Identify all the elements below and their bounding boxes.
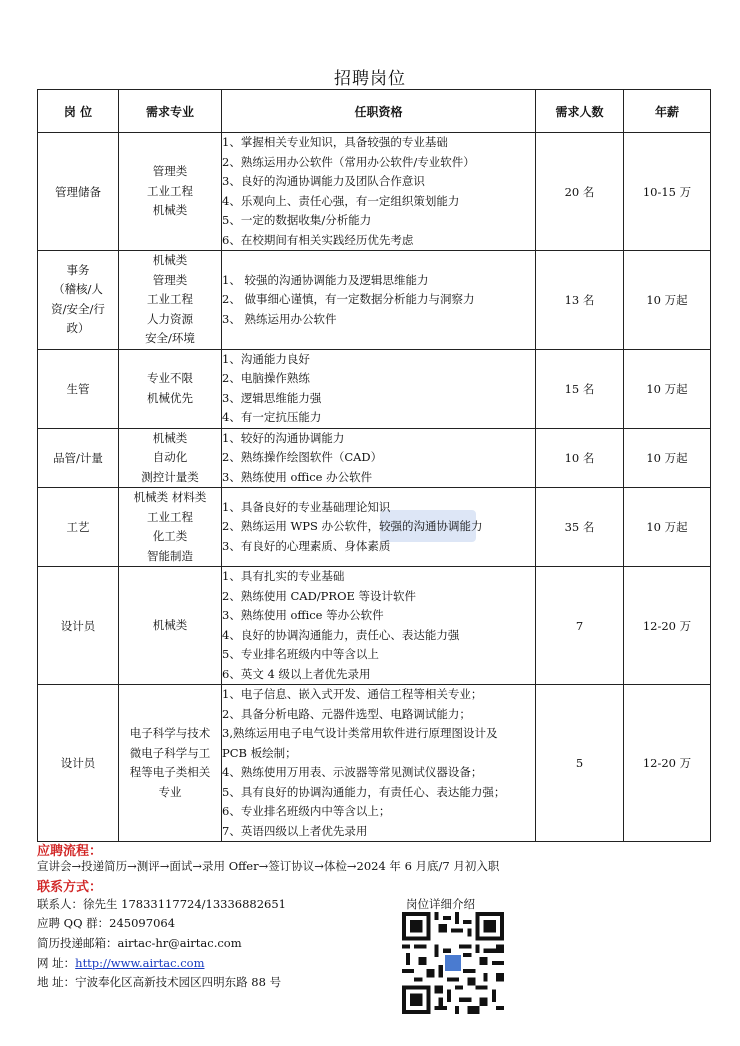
count-cell: 35 名 [536,488,624,567]
salary-cell: 10 万起 [624,349,711,428]
table-row [38,349,711,428]
position-cell: 管理储备 [38,133,119,251]
table-row [38,428,711,488]
position-cell: 事务 （稽核/人 资/安全/行 政） [38,251,119,350]
requirements-cell: 1、具有扎实的专业基础 2、熟练使用 CAD/PROE 等设计软件 3、熟练使用 office 等办公软件 4、良好的协调沟通能力，责任心、表达能力强 5、专业排名班级内中等含以上 6、英文 4 级以上者优先录用 [222,567,536,685]
contact-website-row [37,955,205,971]
contact-qq: 应聘 QQ 群：245097064 [37,916,176,930]
header-requirements: 任职资格 [222,90,536,133]
table-row [38,567,711,685]
contact-address: 地 址：宁波奉化区高新技术园区四明东路 88 号 [37,975,282,989]
position-cell: 设计员 [38,685,119,842]
position-cell: 品管/计量 [38,428,119,488]
requirements-cell: 1、 较强的沟通协调能力及逻辑思维能力 2、 做事细心谨慎，有一定数据分析能力与洞察力 3、 熟练运用办公软件 [222,251,536,350]
qr-code-icon[interactable] [402,912,504,1014]
position-cell: 设计员 [38,567,119,685]
process-heading: 应聘流程： [37,844,103,859]
table-row [38,133,711,251]
qr-label: 岗位详细介绍 [406,897,475,911]
requirements-cell: 1、掌握相关专业知识，具备较强的专业基础 2、熟练运用办公软件（常用办公软件/专业软件） 3、良好的沟通协调能力及团队合作意识 4、乐观向上、责任心强，有一定组织策划能力 5、一定的数据收集/分析能力 6、在校期间有相关实践经历优先考虑 [222,133,536,251]
contact-email: 简历投递邮箱：airtac-hr@airtac.com [37,936,242,950]
requirements-cell: 1、较好的沟通协调能力 2、熟练操作绘图软件（CAD） 3、熟练使用 office 办公软件 [222,428,536,488]
header-major: 需求专业 [119,90,222,133]
position-cell: 生管 [38,349,119,428]
count-cell: 5 [536,685,624,842]
table-row [38,685,711,842]
website-link[interactable]: http://www.airtac.com [75,956,205,970]
table-row [38,488,711,567]
count-cell: 7 [536,567,624,685]
salary-cell: 10 万起 [624,428,711,488]
count-cell: 15 名 [536,349,624,428]
salary-cell: 10 万起 [624,488,711,567]
major-cell: 机械类 材料类 工业工程 化工类 智能制造 [119,488,222,567]
header-salary: 年薪 [624,90,711,133]
salary-cell: 12-20 万 [624,685,711,842]
major-cell: 机械类 [119,567,222,685]
requirements-cell: 1、沟通能力良好 2、电脑操作熟练 3、逻辑思维能力强 4、有一定抗压能力 [222,349,536,428]
header-position: 岗 位 [38,90,119,133]
job-table [37,89,711,842]
requirements-cell: 1、具备良好的专业基础理论知识 2、熟练运用 WPS 办公软件，较强的沟通协调能力 3、有良好的心理素质、身体素质 [222,488,536,567]
salary-cell: 10 万起 [624,251,711,350]
count-cell: 13 名 [536,251,624,350]
salary-cell: 12-20 万 [624,567,711,685]
requirements-cell: 1、电子信息、嵌入式开发、通信工程等相关专业； 2、具备分析电路、元器件选型、电路调试能力； 3,熟练运用电子电气设计类常用软件进行原理图设计及 PCB 板绘制； 4、熟练使用万用表、示波器等常见测试仪器设备； 5、具有良好的协调沟通能力，有责任心、表达能力强； 6、专业排名班级内中等含以上； 7、英语四级以上者优先录用 [222,685,536,842]
major-cell: 机械类 自动化 测控计量类 [119,428,222,488]
major-cell: 管理类 工业工程 机械类 [119,133,222,251]
website-label: 网 址： [37,956,76,970]
count-cell: 10 名 [536,428,624,488]
major-cell: 电子科学与技术 微电子科学与工 程等电子类相关 专业 [119,685,222,842]
position-cell: 工艺 [38,488,119,567]
major-cell: 机械类 管理类 工业工程 人力资源 安全/环境 [119,251,222,350]
count-cell: 20 名 [536,133,624,251]
salary-cell: 10-15 万 [624,133,711,251]
process-steps: 宣讲会→投递简历→测评→面试→录用 Offer→签订协议→体检→2024 年 6 月底/7 月初入职 [37,859,500,873]
header-count: 需求人数 [536,90,624,133]
table-row [38,251,711,350]
contact-person: 联系人：徐先生 17833117724/13336882651 [37,897,286,911]
major-cell: 专业不限 机械优先 [119,349,222,428]
contact-heading: 联系方式： [37,880,103,895]
table-header-row [38,90,711,133]
page-title: 招聘岗位 [334,69,406,89]
